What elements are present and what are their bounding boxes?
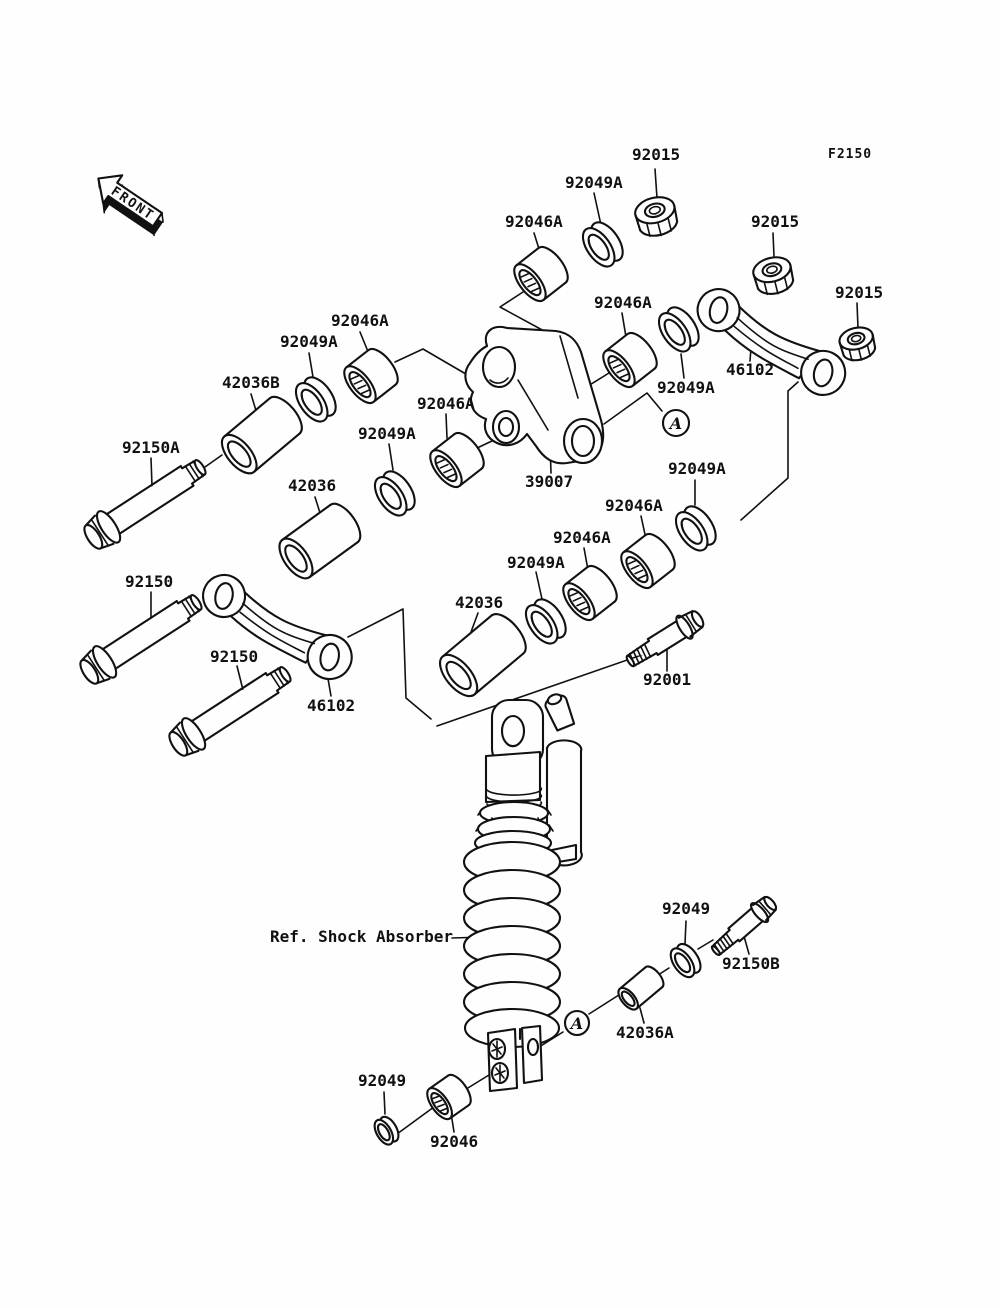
- seal-92049a-1: [577, 217, 629, 272]
- part-label-92046a-3: 92046A: [594, 293, 652, 312]
- washer-92049-2: [371, 1114, 402, 1148]
- part-label-92049a-5: 92049A: [668, 459, 726, 478]
- part-label-92046a-5: 92046A: [605, 496, 663, 515]
- part-label-92015-3: 92015: [835, 283, 884, 302]
- bearing-92046a-5: [558, 561, 623, 625]
- detail-marker-a-2-text: A: [570, 1014, 584, 1033]
- part-label-92015-2: 92015: [751, 212, 800, 231]
- reference-note: Ref. Shock Absorber: [270, 927, 454, 946]
- bearing-92046a-3: [598, 328, 663, 392]
- part-label-92049a-3: 92049A: [657, 378, 715, 397]
- front-direction-arrow: [84, 165, 172, 243]
- part-label-92046a-6: 92046A: [553, 528, 611, 547]
- part-label-92001: 92001: [643, 670, 692, 689]
- sleeve-42036b: [216, 391, 308, 479]
- part-label-42036-2: 42036: [455, 593, 504, 612]
- seal-92049a-3: [369, 466, 421, 521]
- bolt-92150a: [78, 450, 212, 555]
- bearing-92046a-6: [616, 529, 681, 593]
- part-label-92046a-2: 92046A: [331, 311, 389, 330]
- part-label-39007: 39007: [525, 472, 574, 491]
- sleeve-42036-2: [433, 608, 532, 702]
- nut-92015-2: [751, 254, 797, 299]
- figure-code: F2150: [828, 147, 873, 162]
- sleeve-42036a: [615, 963, 667, 1013]
- part-label-92046a-1: 92046A: [505, 212, 563, 231]
- part-label-42036b: 42036B: [222, 373, 280, 392]
- part-label-46102-2: 46102: [307, 696, 356, 715]
- seal-92049a-5: [670, 501, 722, 556]
- bolt-92150-2: [163, 657, 297, 762]
- bolt-92150-1: [74, 585, 208, 690]
- part-label-92150b: 92150B: [722, 954, 780, 973]
- nut-92015-3: [837, 324, 878, 364]
- bearing-92046a-1: [509, 242, 574, 306]
- detail-marker-a-1-text: A: [669, 414, 683, 433]
- part-label-42036-1: 42036: [288, 476, 337, 495]
- bearing-92046a-2: [339, 344, 404, 408]
- part-label-92150a: 92150A: [122, 438, 180, 457]
- part-label-92049a-4: 92049A: [358, 424, 416, 443]
- front-arrow-text: FRONT: [107, 184, 158, 224]
- part-label-92049a-1: 92049A: [565, 173, 623, 192]
- rocker-arm-39007: [465, 327, 603, 463]
- part-label-46102-1: 46102: [726, 360, 775, 379]
- bearing-92046a-4: [425, 428, 490, 492]
- shock-absorber: [464, 691, 582, 1091]
- detail-marker-a-2: [565, 1011, 589, 1035]
- part-label-92049a-2: 92049A: [280, 332, 338, 351]
- part-label-92150-2: 92150: [210, 647, 259, 666]
- part-label-92049-1: 92049: [662, 899, 711, 918]
- bolt-92150b: [706, 892, 780, 961]
- part-label-92046: 92046: [430, 1132, 479, 1151]
- part-label-92150-1: 92150: [125, 572, 174, 591]
- bearing-92046: [423, 1071, 476, 1123]
- part-label-92049-2: 92049: [358, 1071, 407, 1090]
- bolt-92001: [622, 606, 708, 674]
- seal-92049-1: [666, 940, 705, 981]
- part-label-92015-1: 92015: [632, 145, 681, 164]
- seal-92049a-6: [520, 594, 572, 649]
- part-label-92049a-6: 92049A: [507, 553, 565, 572]
- nut-92015-1: [632, 193, 680, 240]
- part-label-92046a-4: 92046A: [417, 394, 475, 413]
- part-label-42036a: 42036A: [616, 1023, 674, 1042]
- detail-marker-a-1: [663, 410, 689, 436]
